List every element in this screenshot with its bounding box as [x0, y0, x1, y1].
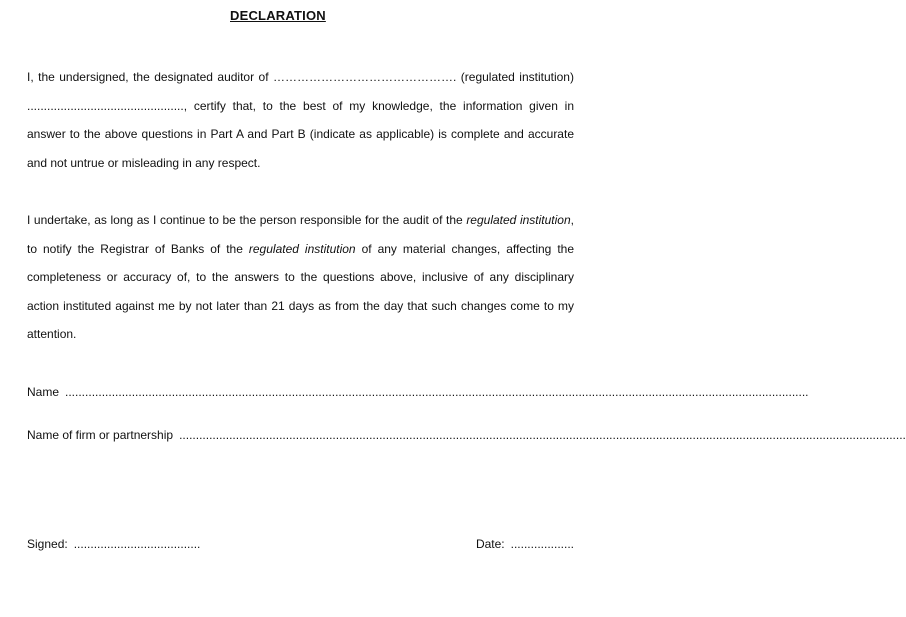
paragraph2-text-b: , to notify the Registrar of Banks of the: [27, 213, 574, 256]
date-dots-field[interactable]: ...................: [510, 537, 574, 551]
firm-label: Name of firm or partnership: [27, 428, 174, 442]
page-title: DECLARATION: [230, 8, 326, 23]
paragraph1-text-b: (regulated institution): [460, 70, 574, 84]
firm-field-row: [27, 428, 906, 442]
paragraph2-text-c: of any material changes, affecting the completeness or accuracy of, to the answers to the questions above, inclusive of any disciplinary action instituted against me by not later than 21 days as from the day that such changes come to my attention.: [27, 241, 575, 341]
undertaking-paragraph: [27, 206, 574, 349]
paragraph2-italic-b: regulated institution: [248, 241, 356, 256]
signed-dots-field[interactable]: ......................................: [73, 537, 201, 551]
paragraph2-text-a: I undertake, as long as I continue to be the person responsible for the audit of the: [27, 213, 463, 227]
date-field-row: [476, 537, 574, 551]
signed-label: Signed:: [27, 537, 68, 551]
name-field-row: [27, 385, 809, 399]
firm-dots-field[interactable]: ..........................................................................................................................................................................................................................: [179, 428, 906, 442]
institution-dots-field[interactable]: ……………………………………….: [273, 70, 457, 84]
paragraph1-text-c: , certify that, to the best of my knowledge, the information given in answer to the above questions in Part A and Part B (indicate as applicable) is complete and accurate and not untrue or misleading in any respect.: [27, 98, 574, 170]
name-label: Name: [27, 385, 60, 399]
paragraph1-text-a: I, the undersigned, the designated auditor of: [27, 70, 269, 84]
date-label: Date:: [475, 537, 505, 551]
declaration-paragraph-auditor: [27, 63, 574, 177]
name-dots-field[interactable]: ...............................................................................................................................................................................................................................: [65, 385, 809, 399]
signed-field-row: [27, 537, 200, 551]
paragraph2-italic-a: regulated institution: [466, 213, 571, 227]
institution-name-dots-field[interactable]: ...............................................: [27, 98, 184, 113]
